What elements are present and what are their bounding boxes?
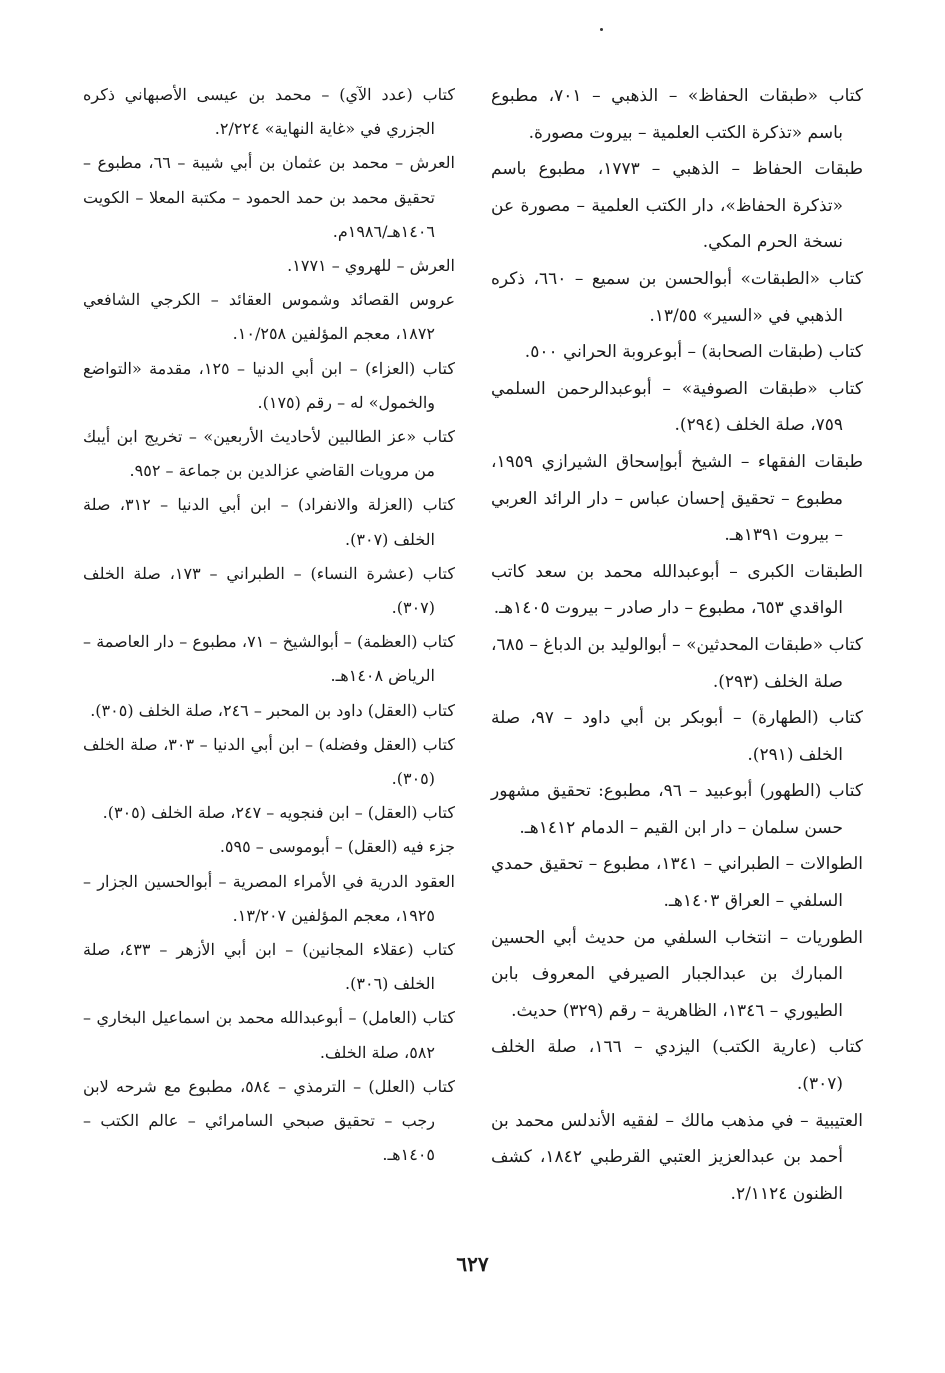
left-column — [83, 78, 455, 1173]
index-entry: عروس القصائد وشموس العقائد – الكرجي الشافعي ١٨٧٢، معجم المؤلفين ١٠/٢٥٨. — [83, 290, 455, 344]
index-entry: كتاب (عشرة النساء) – الطبراني – ١٧٣، صلة الخلف (٣٠٧). — [83, 563, 455, 618]
index-entry: طبقات الحفاظ – الذهبي – ١٧٧٣، مطبوع باسم «تذكرة الحفاظ»، دار الكتب العلمية – مصورة عن نسخة الحرم المكي. — [491, 159, 863, 253]
index-entry: كتاب (طبقات الصحابة) – أبوعروبة الحراني ٥٠٠. — [524, 342, 863, 363]
index-entry: كتاب (العامل) – أبوعبدالله محمد بن اسماعيل البخاري – ٥٨٢، صلة الخلف. — [83, 1008, 455, 1062]
index-entry: كتاب (العلل) – الترمذي – ٥٨٤، مطبوع مع شرحه لابن رجب – تحقيق صبحي السامرائي – عالم الكتب – ١٤٠٥هـ. — [83, 1076, 456, 1165]
index-entry: كتاب (عدد الآي) – محمد بن عيسى الأصبهاني ذكره الجزري في «غاية النهاية» ٢/٢٢٤. — [83, 85, 455, 139]
index-entry: الطوالات – الطبراني – ١٣٤١، مطبوع – تحقيق حمدي السلفي – العراق ١٤٠٣هـ. — [491, 854, 864, 912]
index-entry: العقود الدرية في الأمراء المصرية – أبوالحسين الجزار – ١٩٢٥، معجم المؤلفين ١٣/٢٠٧. — [83, 871, 455, 925]
page-mark — [600, 28, 603, 31]
index-entry: كتاب «عز الطالبين لأحاديث الأربعين» – تخريج ابن أيبك من مرويات القاضي عزالدين بن جماعة – ٩٥٢. — [83, 427, 455, 481]
index-entry: كتاب (الطهارة) – أبوبكر بن أبي داود – ٩٧، صلة الخلف (٢٩١). — [491, 708, 863, 765]
index-entry: الطوريات – انتخاب السلفي من حديث أبي الحسين المبارك بن عبدالجبار الصيرفي المعروف بابن الطيوري – ١٣٤٦، الظاهرية – رقم (٣٢٩) حديث. — [491, 927, 863, 1021]
page-number: ٦٢٧ — [456, 1252, 489, 1276]
index-entry: كتاب (الطهور) أبوعبيد – ٩٦، مطبوع: تحقيق مشهور حسن سلمان – دار ابن القيم – الدمام ١٤١٢هـ. — [491, 781, 864, 838]
right-column — [491, 78, 863, 1212]
index-entry: كتاب (العقل) داود بن المحبر – ٢٤٦، صلة الخلف (٣٠٥). — [90, 700, 455, 720]
index-entry: كتاب «الطبقات» أبوالحسن بن سميع – ٦٦٠، ذكره الذهبي في «السير» ١٣/٥٥. — [491, 268, 863, 326]
index-entry: جزء فيه (العقل) – أبوموسى – ٥٩٥. — [219, 837, 455, 857]
index-entry: كتاب (عارية الكتب) اليزدي – ١٦٦، صلة الخلف (٣٠٧). — [491, 1037, 863, 1095]
index-entry: كتاب «طبقات الحفاظ» – الذهبي – ٧٠١، مطبوع باسم «تذكرة الكتب العلمية – بيروت مصورة. — [491, 86, 864, 143]
index-entry: العتيبية – في مذهب مالك – لفقيه الأندلس محمد بن أحمد بن عبدالعزيز العتبي القرطبي ١٨٤٢، كشف الظنون ٢/١١٢٤. — [491, 1110, 863, 1204]
index-entry: كتاب (العظمة) – أبوالشيخ – ٧١، مطبوع – دار العاصمة – الرياض ١٤٠٨هـ. — [83, 632, 456, 686]
index-entry: طبقات الفقهاء – الشيخ أبوإسحاق الشيرازي ١٩٥٩، مطبوع – تحقيق إحسان عباس – دار الرائد العربي – بيروت ١٣٩١هـ. — [491, 451, 863, 546]
index-entry: كتاب «طبقات الصوفية» – أبوعبدالرحمن السلمي ٧٥٩، صلة الخلف (٢٩٤). — [491, 378, 863, 436]
index-entry: كتاب (العزاء) – ابن أبي الدنيا – ١٢٥، مقدمة «التواضع والخمول» له – رقم (١٧٥). — [83, 358, 456, 412]
index-entry: كتاب (العقل وفضله) – ابن أبي الدنيا – ٣٠٣، صلة الخلف (٣٠٥). — [83, 734, 455, 789]
index-entry: الطبقات الكبرى – أبوعبدالله محمد بن سعد كاتب الواقدي ٦٥٣، مطبوع – دار صادر – بيروت ١٤٠٥هـ. — [491, 561, 863, 619]
index-entry: كتاب (العقل) – ابن فنجويه – ٢٤٧، صلة الخلف (٣٠٥). — [102, 803, 455, 823]
index-entry: كتاب (عقلاء المجانين) – ابن أبي الأزهر – ٤٣٣، صلة الخلف (٣٠٦). — [83, 940, 456, 994]
index-entry: كتاب «طبقات المحدثين» – أبوالوليد بن الدباغ – ٦٨٥، صلة الخلف (٢٩٣). — [491, 634, 863, 692]
index-entry: العرش – محمد بن عثمان بن أبي شيبة – ٦٦، مطبوع – تحقيق محمد بن حمد الحمود – مكتبة المعلا – الكويت ١٤٠٦هـ/١٩٨٦م. — [83, 153, 456, 241]
index-entry: كتاب (العزلة والانفراد) – ابن أبي الدنيا – ٣١٢، صلة الخلف (٣٠٧). — [83, 495, 455, 549]
index-entry: العرش – للهروي – ١٧٧١. — [287, 256, 455, 276]
